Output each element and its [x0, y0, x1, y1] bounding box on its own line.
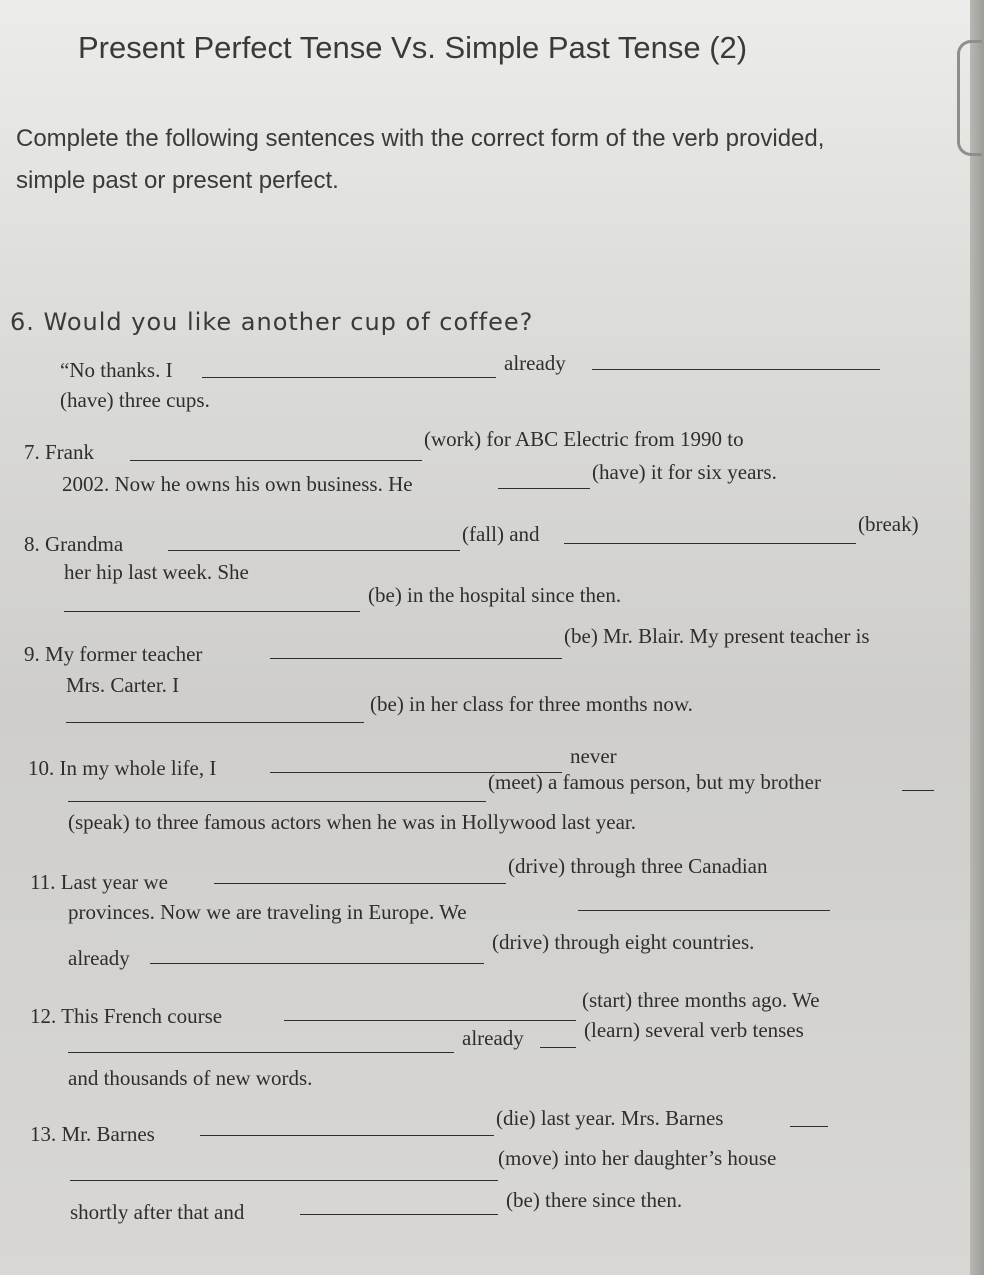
q11-text-d: already	[68, 946, 130, 970]
q9-text-b: (be) Mr. Blair. My present teacher is	[564, 624, 870, 648]
q10-blank-2[interactable]	[68, 801, 486, 802]
instructions: Complete the following sentences with the correct form of the verb provided, simple past or present perfect.	[16, 125, 825, 194]
q13-text-b: (die) last year. Mrs. Barnes	[496, 1106, 724, 1130]
q13-blank-2[interactable]	[790, 1126, 828, 1127]
q12-text-a: 12. This French course	[30, 1004, 223, 1028]
q10-text-d: (speak) to three famous actors when he was in Hollywood last year.	[68, 810, 637, 834]
q8-blank-1[interactable]	[168, 550, 460, 551]
q13-text-a: 13. Mr. Barnes	[30, 1122, 155, 1146]
q8-blank-3[interactable]	[64, 611, 360, 612]
q8-text-c: (break)	[858, 512, 919, 536]
q6-blank-2[interactable]	[592, 369, 880, 370]
q11-blank-2[interactable]	[578, 910, 830, 911]
worksheet-title: Present Perfect Tense Vs. Simple Past Tense (2)	[78, 30, 748, 65]
q7-blank-1[interactable]	[130, 460, 422, 461]
q13-text-c: (move) into her daughter’s house	[498, 1146, 777, 1170]
q13-blank-4[interactable]	[300, 1214, 498, 1215]
q7-text-d: (have) it for six years.	[592, 460, 777, 484]
q10-text-b: never	[570, 744, 617, 768]
q13-text-d: shortly after that and	[70, 1200, 245, 1224]
q8-text-d: her hip last week. She	[64, 560, 249, 584]
q11-blank-1[interactable]	[214, 883, 506, 884]
q12-text-d: (learn) several verb tenses	[584, 1018, 804, 1042]
q8-blank-2[interactable]	[564, 543, 856, 544]
q8-text-a: 8. Grandma	[24, 532, 124, 556]
q7-blank-2[interactable]	[498, 488, 590, 489]
q13-text-e: (be) there since then.	[506, 1188, 683, 1212]
q8-text-e: (be) in the hospital since then.	[368, 583, 622, 607]
q8-text-b: (fall) and	[462, 522, 540, 546]
q9-text-a: 9. My former teacher	[24, 642, 203, 666]
q7-text-b: (work) for ABC Electric from 1990 to	[424, 427, 744, 451]
q6-blank-1[interactable]	[202, 377, 496, 378]
q10-text-c: (meet) a famous person, but my brother	[488, 770, 821, 794]
q12-blank-3[interactable]	[540, 1047, 576, 1048]
q9-blank-1[interactable]	[270, 658, 562, 659]
q11-blank-3[interactable]	[150, 963, 484, 964]
page-edge	[970, 0, 984, 1275]
q11-text-e: (drive) through eight countries.	[492, 930, 755, 954]
q12-text-e: and thousands of new words.	[68, 1066, 313, 1090]
q7-text-c: 2002. Now he owns his own business. He	[62, 472, 413, 496]
q9-text-d: (be) in her class for three months now.	[370, 692, 693, 716]
q12-blank-1[interactable]	[284, 1020, 576, 1021]
q6-text-b: already	[504, 351, 566, 375]
q6-text-a: “No thanks. I	[60, 358, 173, 382]
q6-text-c: (have) three cups.	[60, 388, 210, 412]
q12-text-c: already	[462, 1026, 524, 1050]
q9-text-c: Mrs. Carter. I	[66, 673, 180, 697]
q10-blank-3[interactable]	[902, 790, 934, 791]
q9-blank-2[interactable]	[66, 722, 364, 723]
q12-text-b: (start) three months ago. We	[582, 988, 820, 1012]
q11-text-b: (drive) through three Canadian	[508, 854, 768, 878]
q7-text-a: 7. Frank	[24, 440, 94, 464]
q13-blank-1[interactable]	[200, 1135, 494, 1136]
q11-text-c: provinces. Now we are traveling in Europe. We	[68, 900, 467, 924]
handwritten-question-6: 6. Would you like another cup of coffee?	[10, 308, 534, 336]
q10-text-a: 10. In my whole life, I	[28, 756, 217, 780]
q12-blank-2[interactable]	[68, 1052, 454, 1053]
q11-text-a: 11. Last year we	[30, 870, 168, 894]
binder-clip	[957, 40, 982, 156]
q13-blank-3[interactable]	[70, 1180, 498, 1181]
